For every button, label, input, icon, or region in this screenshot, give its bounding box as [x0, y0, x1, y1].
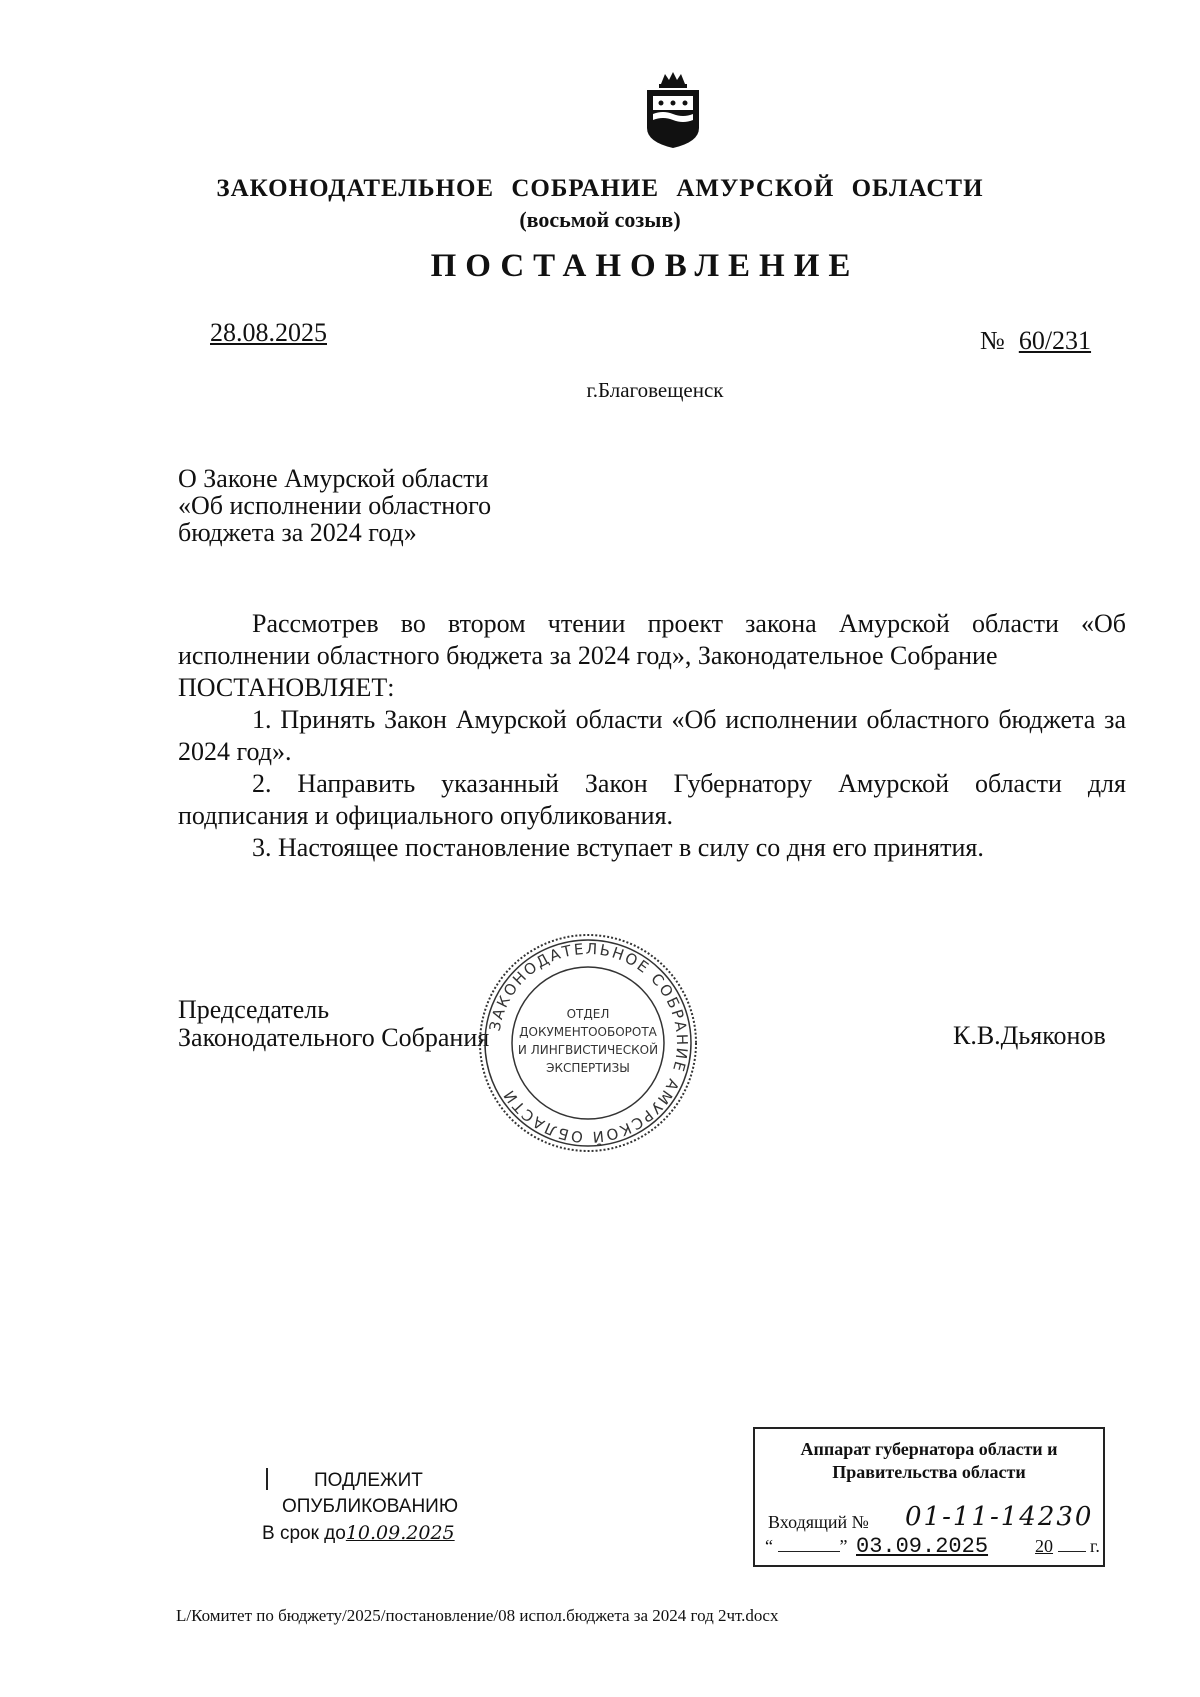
item-2: 2. Направить указанный Закон Губернатору Амурской области для подписания и официального опубликования. — [178, 769, 1126, 830]
seal-line-4: ЭКСПЕРТИЗЫ — [546, 1061, 630, 1075]
signatory-role: Председатель Законодательного Собрания — [178, 995, 490, 1052]
item-1: 1. Принять Закон Амурской области «Об исполнении областного бюджета за 2024 год». — [178, 705, 1126, 766]
seal-ring-text: ЗАКОНОДАТЕЛЬНОЕ СОБРАНИЕ АМУРСКОЙ ОБЛАСТИ — [485, 939, 692, 1147]
seal-line-3: И ЛИНГВИСТИЧЕСКОЙ — [517, 1043, 659, 1057]
number-sign: № — [980, 326, 1005, 355]
stamp-corner-mark — [266, 1468, 280, 1490]
signatory-name: К.В.Дьяконов — [953, 1021, 1106, 1050]
document-title: ПОСТАНОВЛЕНИЕ — [430, 248, 860, 284]
publication-deadline: 10.09.2025 — [345, 1522, 455, 1544]
publication-stamp: ПОДЛЕЖИТ ОПУБЛИКОВАНИЮ В срок до10.09.2025 — [262, 1470, 459, 1544]
seal-line-1: ОТДЕЛ — [566, 1007, 610, 1021]
document-date: 28.08.2025 — [210, 318, 327, 347]
document-number — [980, 326, 1091, 356]
number-value: 60/231 — [1018, 326, 1092, 355]
file-path-footer: L/Комитет по бюджету/2025/постановление/08 испол.бюджета за 2024 год 2чт.docx — [176, 1606, 779, 1625]
city: г.Благовещенск — [586, 378, 724, 402]
amur-region-coat-of-arms-icon — [641, 70, 705, 150]
convocation: (восьмой созыв) — [519, 207, 681, 232]
document-body — [178, 608, 1126, 864]
seal-line-2: ДОКУМЕНТООБОРОТА — [519, 1025, 657, 1039]
department-seal — [474, 930, 702, 1156]
item-3: 3. Настоящее постановление вступает в силу со дня его принятия. — [252, 833, 984, 862]
resolves-heading: ПОСТАНОВЛЯЕТ: — [178, 673, 395, 702]
document-subject: О Законе Амурской области «Об исполнении областного бюджета за 2024 год» — [178, 464, 492, 547]
intro-paragraph: Рассмотрев во втором чтении проект закона Амурской области «Об исполнении областного бюджета за 2024 год», Законодательное Собрание — [178, 609, 1126, 670]
organization-name: ЗАКОНОДАТЕЛЬНОЕ СОБРАНИЕ АМУРСКОЙ ОБЛАСТИ — [216, 175, 984, 202]
registration-stamp: Аппарат губернатора области и Правительства области Входящий № 01-11-14230 “ ” 03.09.2025 20 г. — [753, 1427, 1105, 1567]
incoming-number: 01-11-14230 — [905, 1502, 1094, 1532]
registration-date: “ ” 03.09.2025 20 г. — [765, 1534, 1100, 1559]
